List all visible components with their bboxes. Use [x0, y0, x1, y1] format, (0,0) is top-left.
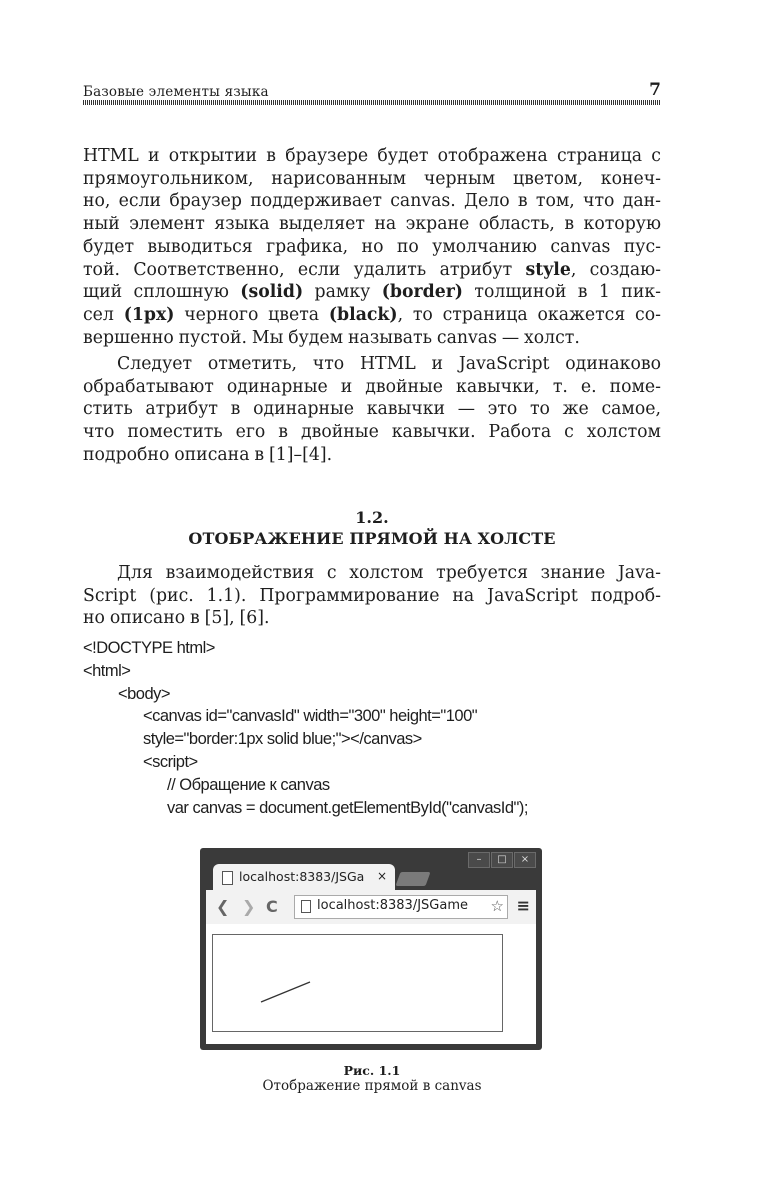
minimize-button[interactable]: – [468, 852, 490, 868]
text-run: той. Соответственно, если удалить атрибут [83, 259, 526, 280]
text-run: рамку [303, 282, 382, 303]
browser-tab[interactable] [213, 864, 395, 890]
text-line: прямоугольником, нарисованным черным цветом, конеч- [83, 168, 661, 189]
bold-term: (black) [328, 304, 398, 325]
text-line [83, 281, 661, 304]
page-icon [301, 900, 311, 913]
section-title: ОТОБРАЖЕНИЕ ПРЯМОЙ НА ХОЛСТЕ [188, 529, 556, 548]
menu-icon[interactable]: ≡ [516, 896, 530, 915]
text-line: что поместить его в двойные кавычки. Работа с холстом [83, 422, 661, 443]
bold-term: (1px) [123, 304, 175, 325]
text-line: Script (рис. 1.1). Программирование на JavaScript подроб- [83, 585, 661, 606]
code-line: <script> [143, 752, 198, 771]
star-icon[interactable]: ☆ [490, 897, 504, 915]
code-line: var canvas = document.getElementById("canvasId"); [167, 798, 528, 817]
drawn-line [261, 982, 310, 1002]
figure-caption: Отображение прямой в canvas [262, 1078, 482, 1094]
bold-term: style [525, 259, 571, 280]
text-line: будет выводиться графика, но по умолчанию canvas пус- [83, 236, 661, 257]
address-bar[interactable] [294, 895, 508, 919]
text-run: черного цвета [174, 304, 329, 325]
code-line: // Обращение к canvas [167, 775, 330, 794]
code-line: <body> [118, 684, 171, 703]
paragraph-1 [83, 145, 661, 349]
browser-viewport [206, 924, 536, 1044]
canvas-drawing [213, 935, 502, 1031]
text-line: вершенно пустой. Мы будем называть canvas — холст. [83, 327, 580, 348]
close-window-button[interactable]: × [514, 852, 536, 868]
text-line [83, 304, 661, 327]
text-line: Следует отметить, что HTML и JavaScript одинаково [117, 354, 661, 374]
text-line: подробно описана в [1]–[4]. [83, 444, 333, 465]
text-line: но описано в [5], [6]. [83, 608, 270, 629]
forward-icon[interactable]: ❯ [242, 897, 256, 916]
bold-term: (border) [381, 282, 463, 303]
canvas-element [212, 934, 503, 1032]
code-line: <!DOCTYPE html> [83, 639, 215, 657]
text-line: но, если браузер поддерживает canvas. Дело в том, что дан- [83, 191, 661, 212]
browser-toolbar [206, 890, 536, 924]
browser-screenshot [200, 848, 542, 1050]
figure-label: Рис. 1.1 [343, 1063, 401, 1078]
page-icon [222, 871, 233, 885]
section-number: 1.2. [355, 508, 389, 527]
text-run: щий сплошную [83, 282, 241, 303]
bold-term: (solid) [240, 282, 304, 303]
text-line: стить атрибут в одинарные кавычки — это то же самое, [83, 399, 661, 420]
maximize-button[interactable]: □ [491, 852, 513, 868]
text-line: HTML и открытии в браузере будет отображена страница с [83, 146, 661, 166]
text-line: ный элемент языка выделяет на экране область, в которую [83, 214, 661, 235]
paragraph-2 [83, 353, 661, 467]
reload-icon[interactable]: C [266, 897, 278, 916]
url-text: localhost:8383/JSGame [317, 898, 468, 913]
page-number: 7 [649, 80, 661, 100]
header-rule [83, 100, 661, 105]
text-run: толщиной в 1 пик- [462, 282, 661, 303]
running-header [83, 80, 661, 102]
code-line: <canvas id="canvasId" width="300" height="100" [143, 707, 478, 726]
text-run: , то страница окажется со- [397, 304, 661, 325]
code-listing [83, 637, 683, 819]
back-icon[interactable]: ❮ [216, 897, 230, 916]
code-line: <html> [83, 661, 131, 680]
text-line: обрабатывают одинарные и двойные кавычки, т. е. поме- [83, 376, 661, 397]
text-line [83, 259, 661, 282]
chapter-title: Базовые элементы языка [83, 84, 269, 100]
paragraph-3 [83, 562, 661, 630]
tab-title: localhost:8383/JSGa [239, 869, 365, 884]
tab-close-icon[interactable]: × [376, 869, 387, 883]
text-line: Для взаимодействия с холстом требуется знание Java- [117, 563, 661, 583]
code-line: style="border:1px solid blue;"></canvas> [143, 730, 422, 749]
new-tab-button[interactable] [395, 872, 430, 886]
text-run: , создаю- [570, 259, 662, 280]
text-run: сел [83, 304, 124, 325]
